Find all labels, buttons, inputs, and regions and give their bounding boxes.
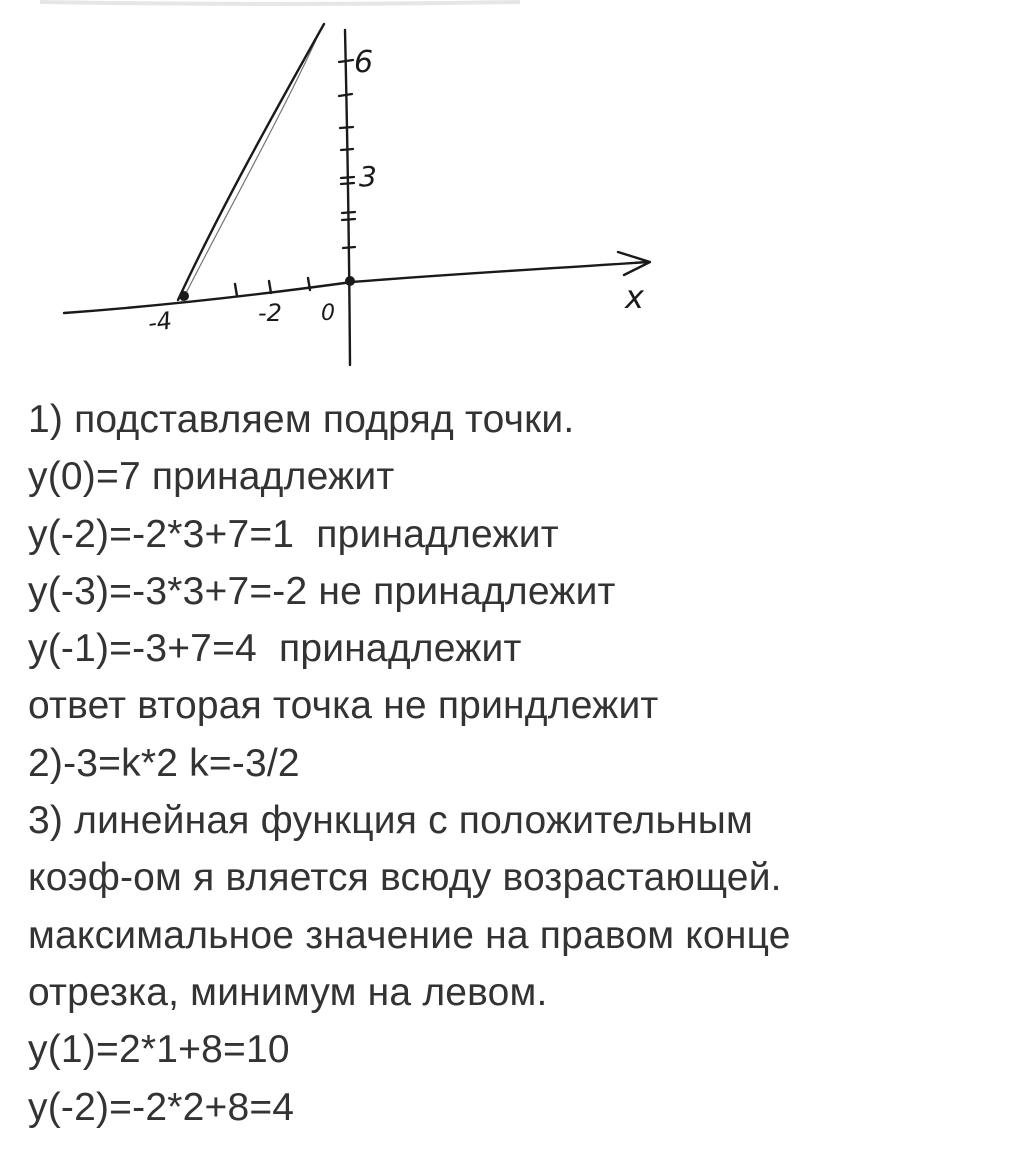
solution-line-2: y(0)=7 принадлежит xyxy=(28,455,395,499)
y-tick-label-6: 6 xyxy=(354,45,374,80)
solution-line-13: y(-2)=-2*2+8=4 xyxy=(28,1085,295,1129)
solution-text xyxy=(28,391,1003,1136)
solution-line-4: y(-3)=-3*3+7=-2 не принадлежит xyxy=(28,569,616,613)
solution-line-10: максимальное значение на правом конце xyxy=(28,913,791,957)
function-graph-line xyxy=(178,24,324,300)
x-tick-label-minus4: -4 xyxy=(146,306,174,338)
origin-point xyxy=(345,276,355,286)
solution-line-8: 3) линейная функция с положительным xyxy=(28,799,753,843)
x-axis-line xyxy=(64,262,648,313)
solution-line-5: y(-1)=-3+7=4 принадлежит xyxy=(28,627,522,671)
function-graph-line-second-stroke xyxy=(182,40,316,301)
y-tick-label-3: 3 xyxy=(359,160,377,193)
solution-line-11: отрезка, минимум на левом. xyxy=(28,970,548,1014)
solution-line-7: 2)-3=k*2 k=-3/2 xyxy=(28,741,300,785)
solution-line-6: ответ вторая точка не приндлежит xyxy=(28,684,659,728)
y-axis-line xyxy=(345,30,350,365)
x-tick-label-minus2: -2 xyxy=(258,299,282,327)
hand-drawn-graph xyxy=(0,0,1011,380)
solution-line-3: y(-2)=-2*3+7=1 принадлежит xyxy=(28,512,559,556)
top-edge-bar xyxy=(40,2,520,4)
intercept-point-x xyxy=(179,291,189,301)
origin-label: 0 xyxy=(321,301,335,326)
x-axis-label: x xyxy=(625,278,644,316)
solution-line-1: 1) подставляем подряд точки. xyxy=(28,398,575,441)
solution-line-12: y(1)=2*1+8=10 xyxy=(28,1028,290,1072)
solution-line-9: коэф-ом я вляется всюду возрастающей. xyxy=(28,856,782,900)
